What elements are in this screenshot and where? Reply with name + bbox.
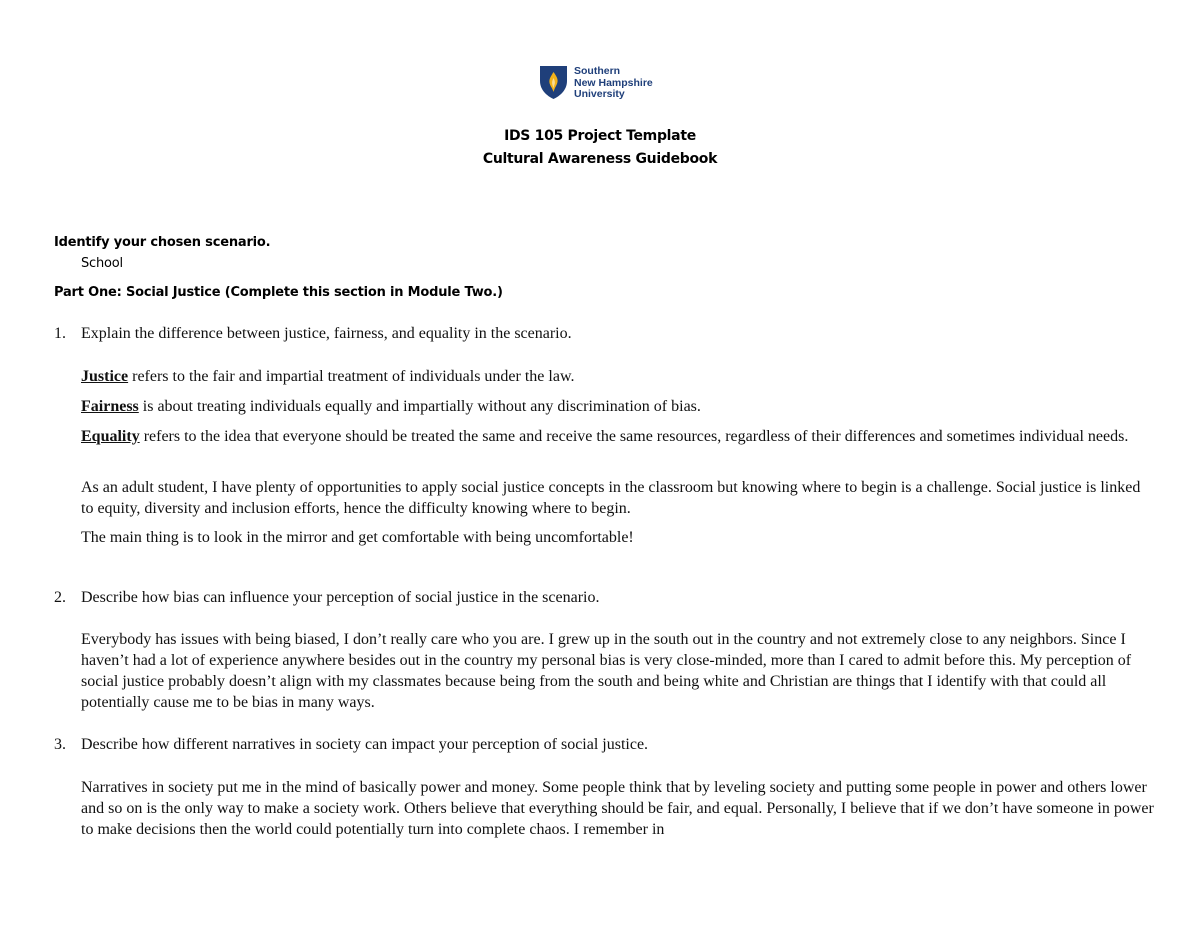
question-3-prompt: Describe how different narratives in society can impact your perception of social justice.	[81, 736, 649, 753]
document-title: IDS 105 Project Template	[504, 128, 696, 144]
adult-student-paragraph: As an adult student, I have plenty of opportunities to apply social justice concepts in the classroom but knowing where to begin is a challenge. Social justice is linked to equity, diversity and inclusion efforts, hence the difficulty knowing where to begin.	[81, 479, 1141, 517]
question-2-prompt: Describe how bias can influence your perception of social justice in the scenario.	[81, 589, 600, 606]
logo-wordmark	[574, 66, 653, 101]
equality-definition	[81, 426, 1156, 447]
part-one-heading: Part One: Social Justice (Complete this section in Module Two.)	[54, 285, 503, 300]
fairness-term: Fairness	[81, 398, 139, 415]
mirror-paragraph: The main thing is to look in the mirror and get comfortable with being uncomfortable!	[81, 529, 634, 546]
snhu-logo	[539, 65, 653, 101]
question-2-number: 2.	[54, 589, 66, 606]
question-1-prompt: Explain the difference between justice, fairness, and equality in the scenario.	[81, 325, 572, 342]
logo-line-1: Southern	[574, 65, 621, 77]
justice-term: Justice	[81, 368, 129, 385]
fairness-definition	[81, 396, 1156, 417]
logo-line-2: New Hampshire	[574, 76, 653, 89]
justice-text: refers to the fair and impartial treatment of individuals under the law.	[128, 368, 575, 385]
scenario-label: Identify your chosen scenario.	[54, 235, 271, 250]
document-subtitle: Cultural Awareness Guidebook	[482, 151, 718, 167]
equality-text: refers to the idea that everyone should be treated the same and receive the same resources, regardless of their differences and sometimes individual needs.	[139, 428, 1129, 445]
logo-line-3: University	[574, 88, 625, 100]
justice-definition	[81, 366, 1156, 387]
question-1-number: 1.	[54, 325, 66, 342]
shield-flame-icon	[539, 65, 568, 100]
question-3-answer: Narratives in society put me in the mind of basically power and money. Some people think that by leveling society and putting some people in power and others lower and so on is the only way to make a society work. Others believe that everything should be fair, and equal. Personally, I believe that if we don’t have someone in power to make decisions then the world could potentially turn into complete chaos. I remember in	[81, 779, 1154, 838]
question-2-answer: Everybody has issues with being biased, I don’t really care who you are. I grew up in the south out in the country and not extremely close to any neighbors. Since I haven’t had a lot of experience anywhere besides out in the country my personal bias is very close-minded, more than I cared to admit before this. My perception of social justice probably doesn’t align with my classmates because being from the south and being white and Christian are things that I identify with that could all potentially cause me to be bias in many ways.	[81, 631, 1132, 711]
fairness-text: is about treating individuals equally and impartially without any discrimination of bias.	[138, 398, 701, 415]
question-3-number: 3.	[54, 736, 66, 753]
scenario-value: School	[81, 256, 123, 271]
equality-term: Equality	[81, 428, 140, 445]
